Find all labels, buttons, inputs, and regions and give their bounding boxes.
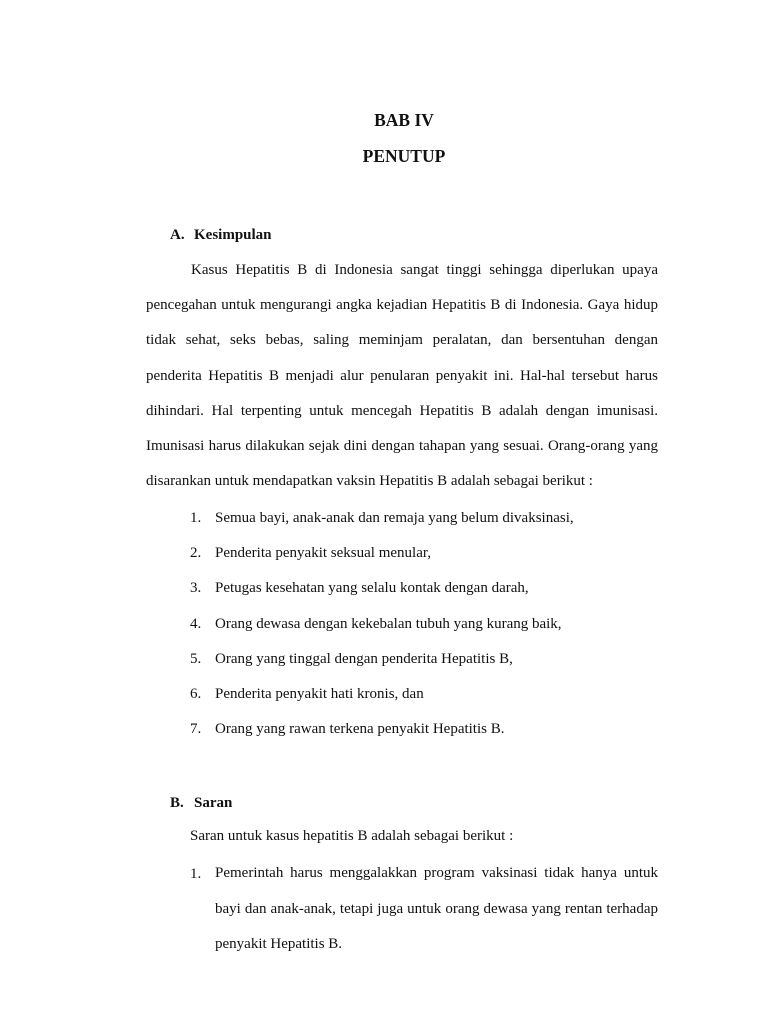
- list-item-text: Semua bayi, anak-anak dan remaja yang belum divaksinasi,: [215, 510, 574, 526]
- list-item: [190, 720, 504, 738]
- list-item: [190, 544, 431, 562]
- list-item: [190, 650, 513, 668]
- list-item-number: 2.: [190, 545, 202, 562]
- section-letter: A.: [170, 227, 185, 243]
- saran-intro: Saran untuk kasus hepatitis B adalah sebagai berikut :: [190, 828, 514, 844]
- list-item-number: 1.: [190, 510, 202, 526]
- list-item-number: 3.: [190, 580, 202, 597]
- list-item: [190, 615, 562, 633]
- section-title: Saran: [194, 795, 233, 811]
- list-item-text: Orang yang rawan terkena penyakit Hepatitis B.: [215, 721, 505, 738]
- section-heading-kesimpulan: [170, 226, 272, 244]
- list-item-text: Penderita penyakit seksual menular,: [215, 545, 431, 562]
- list-item-number: 1.: [190, 866, 202, 882]
- section-title: Kesimpulan: [194, 227, 272, 243]
- list-item-text: Orang dewasa dengan kekebalan tubuh yang kurang baik,: [215, 615, 562, 632]
- list-item-text: Penderita penyakit hati kronis, dan: [215, 686, 424, 702]
- list-item-number: 7.: [190, 721, 202, 738]
- chapter-number: BAB IV: [374, 110, 434, 130]
- list-item-text: Pemerintah harus menggalakkan program vaksinasi tidak hanya untuk bayi dan anak-anak, tetapi juga untuk orang dewasa yang rentan terhadap penyakit Hepatitis B.: [215, 865, 658, 952]
- list-item: [190, 579, 529, 597]
- list-item-number: 4.: [190, 615, 202, 632]
- list-item-text: Orang yang tinggal dengan penderita Hepatitis B,: [215, 650, 513, 667]
- list-item: [190, 509, 574, 527]
- section-heading-saran: [170, 794, 232, 812]
- section-letter: B.: [170, 795, 184, 811]
- list-item-text: Petugas kesehatan yang selalu kontak dengan darah,: [215, 580, 529, 597]
- list-item-number: 6.: [190, 686, 202, 702]
- kesimpulan-paragraph: Kasus Hepatitis B di Indonesia sangat tinggi sehingga diperlukan upaya pencegahan untuk mengurangi angka kejadian Hepatitis B di Indonesia. Gaya hidup tidak sehat, seks bebas, saling meminjam peralatan, dan bersentuhan dengan penderita Hepatitis B menjadi alur penularan penyakit ini. Hal-hal tersebut harus dihindari. Hal terpenting untuk mencegah Hepatitis B adalah dengan imunisasi. Imunisasi harus dilakukan sejak dini dengan tahapan yang sesuai. Orang-orang yang disarankan untuk mendapatkan vaksin Hepatitis B adalah sebagai berikut :: [146, 262, 658, 490]
- list-item: [190, 685, 424, 703]
- list-item-number: 5.: [190, 650, 202, 667]
- chapter-title: PENUTUP: [362, 146, 446, 166]
